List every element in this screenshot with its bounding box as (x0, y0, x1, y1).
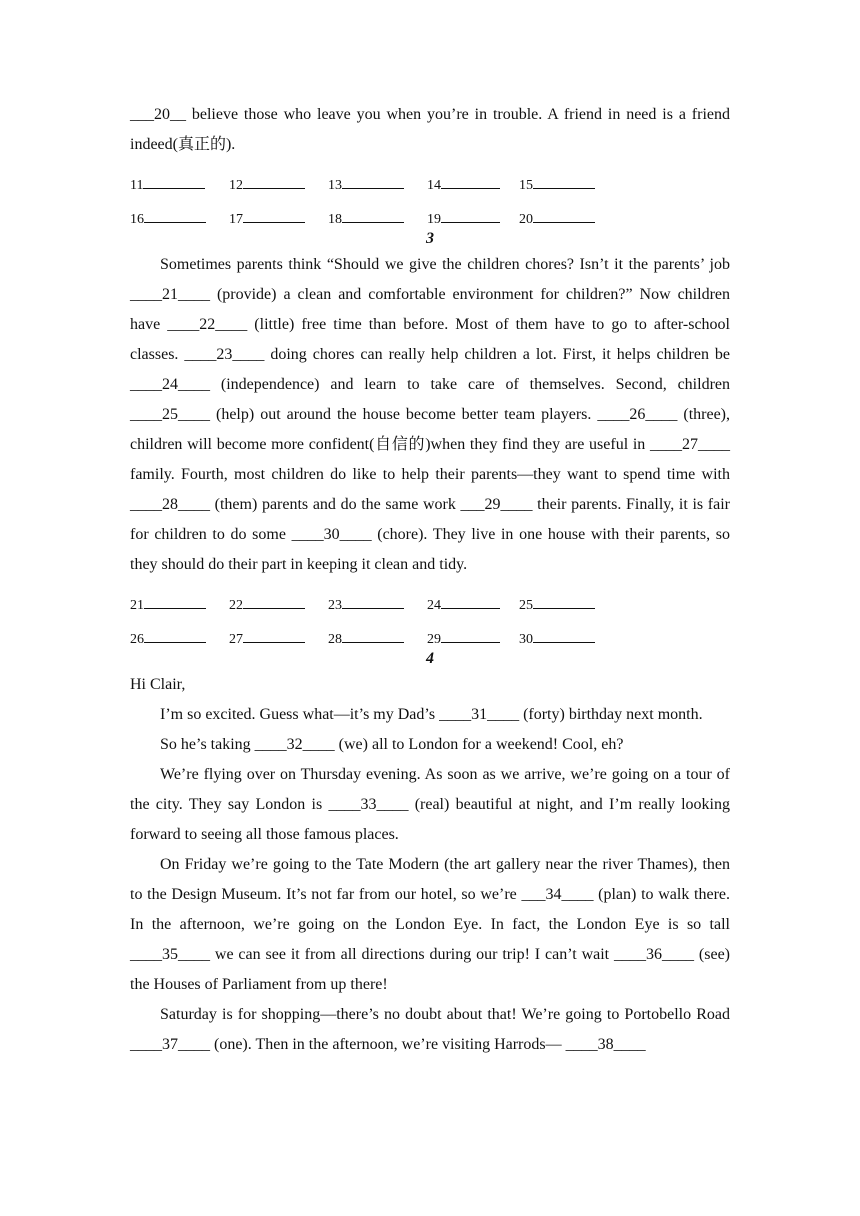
blank-number: 25 (519, 598, 533, 613)
blank-line (441, 596, 500, 609)
blank-number: 17 (229, 212, 243, 227)
blank-line (143, 176, 205, 189)
letter-greeting: Hi Clair, (130, 676, 186, 693)
blank-number: 27 (229, 632, 243, 647)
blank-line (441, 176, 500, 189)
section-number-4: 4 (426, 650, 434, 667)
blank-number: 20 (519, 212, 533, 227)
blank-number: 14 (427, 178, 441, 193)
blank-line (243, 630, 305, 643)
answer-blank-16[interactable] (130, 210, 229, 228)
answer-blank-20[interactable] (519, 210, 618, 228)
blank-line (144, 210, 206, 223)
blank-number: 24 (427, 598, 441, 613)
answer-blank-14[interactable] (427, 176, 519, 194)
blank-line (441, 210, 500, 223)
answer-blank-25[interactable] (519, 596, 618, 614)
blank-number: 18 (328, 212, 342, 227)
answer-row-21-25 (130, 580, 730, 614)
answer-blank-26[interactable] (130, 630, 229, 648)
answer-blank-15[interactable] (519, 176, 618, 194)
section2-paragraph-tail: ___20__ believe those who leave you when you’re in trouble. A friend in need is a friend indeed(真正的). (130, 106, 730, 153)
blank-line (342, 210, 404, 223)
blank-number: 28 (328, 632, 342, 647)
answer-blank-12[interactable] (229, 176, 328, 194)
blank-number: 22 (229, 598, 243, 613)
answer-blank-21[interactable] (130, 596, 229, 614)
blank-number: 15 (519, 178, 533, 193)
section3-passage: Sometimes parents think “Should we give the children chores? Isn’t it the parents’ job ____21____ (provide) a clean and comfortable environment for children?” Now children have ____22____ (little) free time than before. Most of them have to go to after-school classes. ____23____ doing chores can really help children a lot. First, it helps children be ____24____ (independence) and learn to take care of themselves. Second, children ____25____ (help) out around the house become better team players. ____26____ (three), children will become more confident(自信的)when they find they are useful in ____27____ family. Fourth, most children do like to help their parents—they want to spend time with ____28____ (them) parents and do the same work ___29____ their parents. Finally, it is fair for children to do some ____30____ (chore). They live in one house with their parents, so they should do their part in keeping it clean and tidy. (130, 256, 730, 573)
answer-blank-18[interactable] (328, 210, 427, 228)
letter-paragraph-2: So he’s taking ____32____ (we) all to London for a weekend! Cool, eh? (160, 736, 624, 753)
answer-blank-11[interactable] (130, 176, 229, 194)
blank-number: 13 (328, 178, 342, 193)
letter-paragraph-1: I’m so excited. Guess what—it’s my Dad’s ____31____ (forty) birthday next month. (160, 706, 703, 723)
blank-number: 23 (328, 598, 342, 613)
answer-row-11-15 (130, 160, 730, 194)
answer-blank-23[interactable] (328, 596, 427, 614)
blank-line (243, 210, 305, 223)
blank-line (342, 176, 404, 189)
blank-line (243, 596, 305, 609)
blank-line (342, 630, 404, 643)
blank-line (533, 210, 595, 223)
answer-blank-24[interactable] (427, 596, 519, 614)
answer-blank-29[interactable] (427, 630, 519, 648)
blank-number: 12 (229, 178, 243, 193)
worksheet-page (130, 100, 730, 1060)
blank-number: 19 (427, 212, 441, 227)
blank-number: 16 (130, 212, 144, 227)
letter-paragraph-3: We’re flying over on Thursday evening. As soon as we arrive, we’re going on a tour of the city. They say London is ____33____ (real) beautiful at night, and I’m really looking forward to seeing all those famous places. (130, 766, 730, 843)
letter-paragraph-5: Saturday is for shopping—there’s no doubt about that! We’re going to Portobello Road ____37____ (one). Then in the afternoon, we’re visiting Harrods— ____38____ (130, 1006, 730, 1053)
blank-line (144, 630, 206, 643)
blank-line (533, 630, 595, 643)
answer-blank-17[interactable] (229, 210, 328, 228)
answer-row-26-30 (130, 614, 730, 648)
answer-blank-28[interactable] (328, 630, 427, 648)
blank-number: 11 (130, 178, 144, 193)
answer-blank-22[interactable] (229, 596, 328, 614)
answer-blank-19[interactable] (427, 210, 519, 228)
blank-line (533, 176, 595, 189)
blank-number: 26 (130, 632, 144, 647)
section-number-3: 3 (426, 230, 434, 247)
blank-line (342, 596, 404, 609)
blank-line (243, 176, 305, 189)
blank-number: 29 (427, 632, 441, 647)
blank-line (441, 630, 500, 643)
answer-row-16-20 (130, 194, 730, 228)
blank-number: 21 (130, 598, 144, 613)
letter-paragraph-4: On Friday we’re going to the Tate Modern (the art gallery near the river Thames), then to the Design Museum. It’s not far from our hotel, so we’re ___34____ (plan) to walk there. In the afternoon, we’re going on the London Eye. In fact, the London Eye is so tall ____35____ we can see it from all directions during our trip! I can’t wait ____36____ (see) the Houses of Parliament from up there! (130, 856, 730, 993)
blank-line (144, 596, 206, 609)
answer-blank-13[interactable] (328, 176, 427, 194)
answer-blank-30[interactable] (519, 630, 618, 648)
blank-number: 30 (519, 632, 533, 647)
answer-blank-27[interactable] (229, 630, 328, 648)
blank-line (533, 596, 595, 609)
